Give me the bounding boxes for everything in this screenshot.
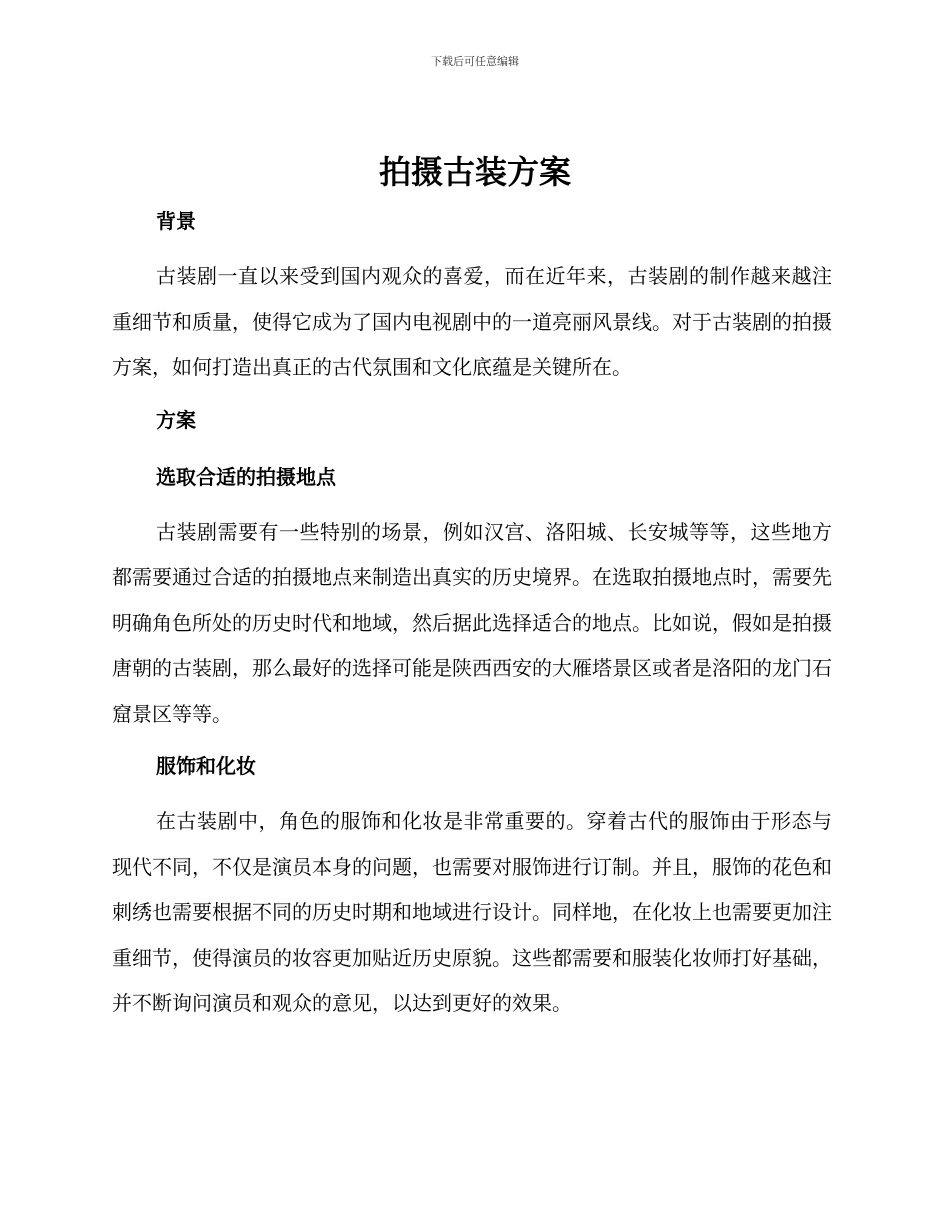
- section-heading-location: 选取合适的拍摄地点: [156, 464, 336, 489]
- document-title: 拍摄古装方案: [378, 153, 571, 191]
- section-paragraph-location: 古装剧需要有一些特别的场景，例如汉宫、洛阳城、长安城等等，这些地方都需要通过合适的拍摄地点来制造出真实的历史境界。在选取拍摄地点时，需要先明确角色所处的历史时代和地域，然后据此选择适合的地点。比如说，假如是拍摄唐朝的古装剧，那么最好的选择可能是陕西西安的大雁塔景区或者是洛阳的龙门石窟景区等等。: [112, 519, 832, 726]
- page-header-note: 下载后可任意编辑: [431, 55, 519, 68]
- section-paragraph-costume: 在古装剧中，角色的服饰和化妆是非常重要的。穿着古代的服饰由于形态与现代不同，不仅是演员本身的问题，也需要对服饰进行订制。并且，服饰的花色和刺绣也需要根据不同的历史时期和地域进行设计。同样地，在化妆上也需要更加注重细节，使得演员的妆容更加贴近历史原貌。这些都需要和服装化妆师打好基础，并不断询问演员和观众的意见，以达到更好的效果。: [112, 809, 832, 1015]
- section-heading-background: 背景: [156, 209, 196, 233]
- document-body: [112, 204, 832, 1027]
- section-heading-costume: 服饰和化妆: [156, 754, 256, 778]
- section-heading-plan: 方案: [156, 407, 196, 432]
- section-paragraph-background: 古装剧一直以来受到国内观众的喜爱，而在近年来，古装剧的制作越来越注重细节和质量，使得它成为了国内电视剧中的一道亮丽风景线。对于古装剧的拍摄方案，如何打造出真正的古代氛围和文化底蕴是关键所在。: [112, 264, 832, 379]
